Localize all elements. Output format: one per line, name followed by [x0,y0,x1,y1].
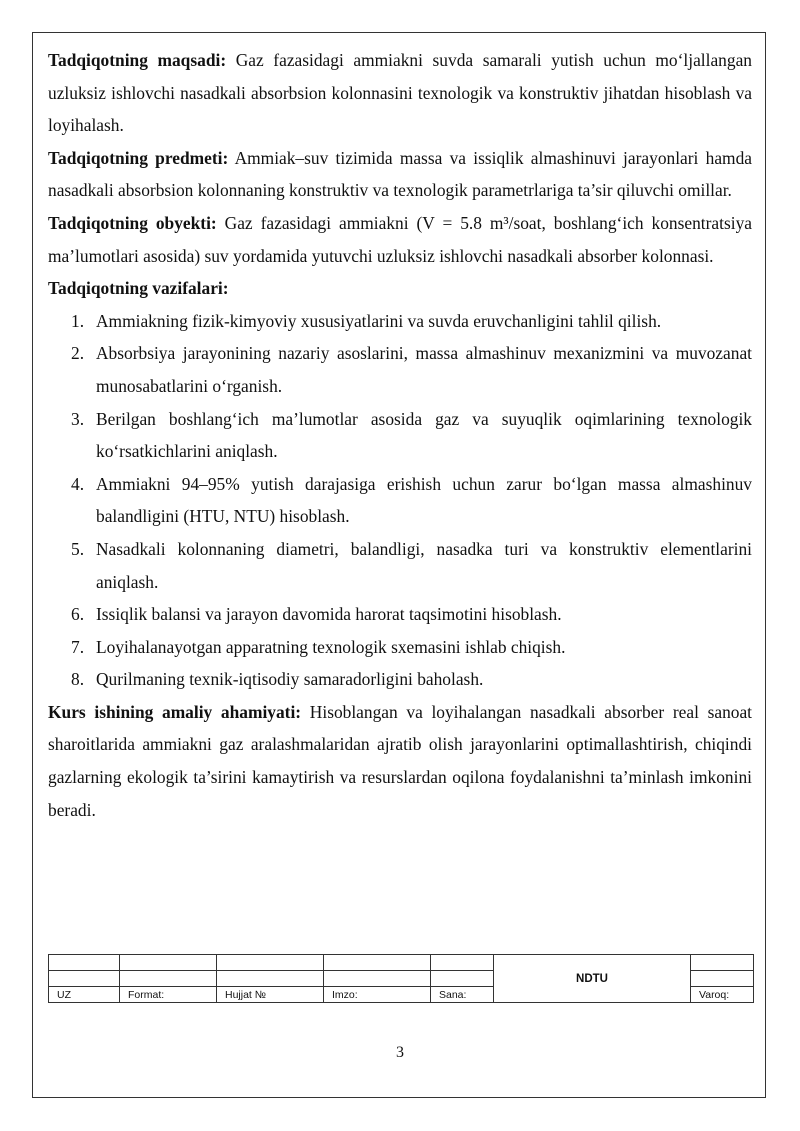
list-item-number: 3. [71,408,85,429]
subject-text: Ammiak–suv tizimida massa va issiqlik almashinuvi jarayonlari hamda nasadkali absorbsion kolonnaning konstruktiv va texnologik parametrlariga ta’sir qiluvchi omillar. [48,147,753,201]
list-item-number: 1. [71,310,85,331]
list-item-number: 6. [71,604,85,625]
title-block-cell [120,955,217,971]
title-block-cell [324,971,431,987]
list-item [71,337,752,402]
list-item [71,305,752,338]
significance-paragraph [48,696,752,826]
title-block-cell [49,955,120,971]
list-item-number: 5. [71,538,85,559]
title-block [48,954,754,1003]
list-item-text: Nasadkali kolonnaning diametri, balandligi, nasadka turi va konstruktiv elementlarini aniqlash. [96,538,752,592]
list-item-text: Berilgan boshlang‘ich ma’lumotlar asosida gaz va suyuqlik oqimlarining texnologik ko‘rsatkichlarini aniqlash. [96,408,752,462]
subject-label: Tadqiqotning predmeti: [48,147,229,168]
title-block-cell [120,971,217,987]
list-item-number: 2. [71,343,85,364]
list-item [71,533,752,598]
title-block-cell [691,955,754,971]
document-body [48,44,752,826]
object-label: Tadqiqotning obyekti: [48,212,217,233]
title-block-cell [691,971,754,987]
title-block-cell [217,955,324,971]
title-block-date: Sana: [431,987,494,1003]
list-item-text: Absorbsiya jarayonining nazariy asoslarini, massa almashinuv mexanizmini va muvozanat munosabatlarini o‘rganish. [96,343,752,396]
title-block-org: NDTU [494,955,691,1003]
list-item-number: 8. [71,669,85,690]
purpose-label: Tadqiqotning maqsadi: [48,50,227,70]
title-block-cell [324,955,431,971]
title-block-signature: Imzo: [324,987,431,1003]
title-block-uz: UZ [49,987,120,1003]
list-item-number: 4. [71,473,85,494]
title-block-sheet: Varoq: [691,987,754,1003]
list-item-text: Issiqlik balansi va jarayon davomida harorat taqsimotini hisoblash. [96,604,562,625]
list-item-number: 7. [71,636,85,657]
purpose-text: Gaz fazasidagi ammiakni suvda samarali yutish uchun mo‘ljallangan uzluksiz ishlovchi nasadkali absorbsion kolonnasini texnologik va konstruktiv jihatdan hisoblash va loyihalash. [48,50,752,136]
title-block-cell [49,971,120,987]
page-number: 3 [396,1044,404,1061]
list-item [71,468,752,533]
list-item-text: Loyihalanayotgan apparatning texnologik sxemasini ishlab chiqish. [96,636,566,657]
tasks-heading: Tadqiqotning vazifalari: [48,278,229,299]
title-block-cell [217,971,324,987]
list-item-text: Ammiakni 94–95% yutish darajasiga erishish uchun zarur bo‘lgan massa almashinuv balandligini (HTU, NTU) hisoblash. [96,473,752,527]
object-text: Gaz fazasidagi ammiakni (V = 5.8 m³/soat, boshlang‘ich konsentratsiya ma’lumotlari asosida) suv yordamida yutuvchi uzluksiz ishlovchi nasadkali absorber kolonnasi. [48,212,752,266]
list-item [71,403,752,468]
purpose-paragraph [48,44,752,142]
significance-label: Kurs ishining amaliy ahamiyati: [48,701,302,722]
title-block-cell [431,955,494,971]
tasks-list [48,305,752,696]
list-item [71,598,752,631]
significance-text: Hisoblangan va loyihalangan nasadkali absorber real sanoat sharoitlarida ammiakni gaz aralashmalaridan ajratib olish jarayonlarini optimallashtirish, chiqindi gazlarning ekologik ta’sirini kamaytirish va resurslardan oqilona foydalanishni ta’minlash imkonini beradi. [48,701,753,820]
object-paragraph [48,207,752,272]
title-block-doc-no: Hujjat № [217,987,324,1003]
list-item-text: Ammiakning fizik-kimyoviy xususiyatlarini va suvda eruvchanligini tahlil qilish. [96,310,662,331]
subject-paragraph [48,142,752,207]
title-block-format: Format: [120,987,217,1003]
list-item [71,631,752,664]
list-item [71,663,752,696]
title-block-cell [431,971,494,987]
list-item-text: Qurilmaning texnik-iqtisodiy samaradorligini baholash. [96,669,484,690]
